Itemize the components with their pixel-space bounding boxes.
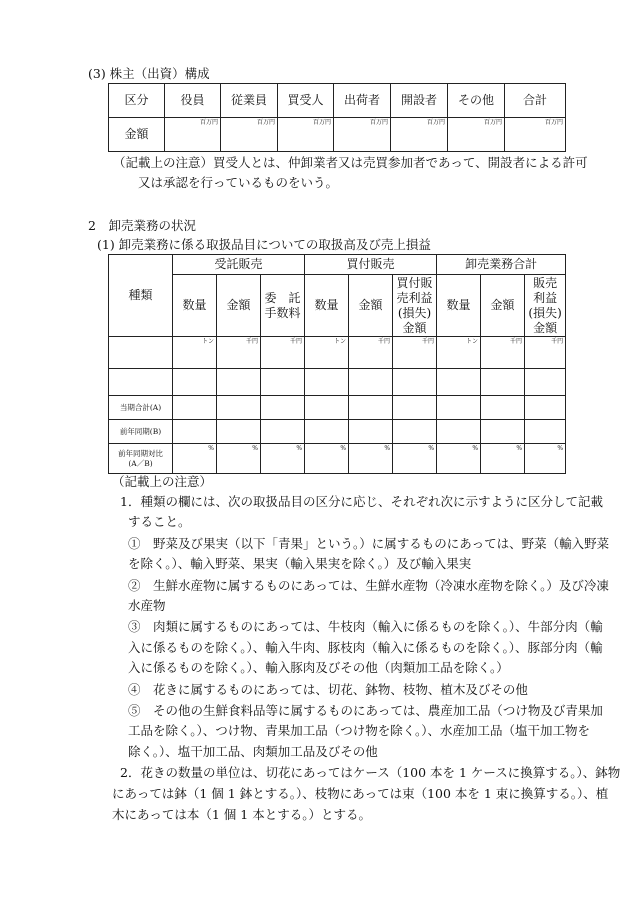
col-amount: 金額 bbox=[349, 275, 393, 337]
col-sale-profit-line: (損失) bbox=[528, 305, 562, 320]
data-cell bbox=[305, 369, 349, 396]
unit-label: 千円 bbox=[290, 338, 303, 345]
pct-label: % bbox=[557, 445, 564, 452]
data-cell bbox=[261, 420, 305, 444]
unit-label: 百万円 bbox=[544, 119, 563, 126]
col-qty: 数量 bbox=[173, 275, 217, 337]
col-buy-profit bbox=[393, 275, 437, 337]
note-line: すること。 bbox=[128, 514, 191, 529]
data-cell bbox=[217, 337, 261, 369]
data-cell bbox=[393, 337, 437, 369]
data-cell bbox=[349, 369, 393, 396]
pct-cell bbox=[217, 444, 261, 474]
col-amount: 金額 bbox=[217, 275, 261, 337]
header-cell: 買受人 bbox=[278, 84, 334, 118]
data-cell bbox=[217, 420, 261, 444]
row-label-ratio bbox=[109, 444, 173, 474]
pct-label: % bbox=[252, 445, 258, 452]
amount-cell bbox=[221, 118, 278, 152]
col-buy-profit-line: 売利益 bbox=[396, 290, 433, 305]
data-cell bbox=[261, 337, 305, 369]
data-cell bbox=[305, 396, 349, 420]
data-cell bbox=[437, 337, 481, 369]
note-line: ② 生鮮水産物に属するものにあっては、生鮮水産物（冷凍水産物を除く。）及び冷凍 bbox=[128, 578, 609, 593]
unit-label: 百万円 bbox=[312, 119, 331, 126]
unit-label: 百万円 bbox=[256, 119, 275, 126]
pct-cell bbox=[349, 444, 393, 474]
data-cell bbox=[349, 396, 393, 420]
unit-label: 千円 bbox=[378, 338, 391, 345]
pct-cell bbox=[481, 444, 525, 474]
pct-cell bbox=[525, 444, 566, 474]
section3-heading: (3) 株主（出資）構成 bbox=[88, 66, 210, 81]
row-label: 金額 bbox=[109, 118, 165, 152]
unit-label: トン bbox=[466, 338, 479, 345]
unit-label: 百万円 bbox=[483, 119, 502, 126]
shareholder-table bbox=[108, 83, 566, 152]
amount-cell bbox=[278, 118, 334, 152]
note-line: を除く。）、輸入野菜、果実（輸入果実を除く。）及び輸入果実 bbox=[128, 556, 472, 571]
data-cell bbox=[173, 420, 217, 444]
data-cell bbox=[525, 337, 566, 369]
header-cell: その他 bbox=[448, 84, 505, 118]
data-cell bbox=[305, 337, 349, 369]
group-header-purchase: 買付販売 bbox=[305, 255, 437, 275]
data-cell bbox=[525, 369, 566, 396]
unit-label: 百万円 bbox=[369, 119, 388, 126]
col-sale-profit bbox=[525, 275, 566, 337]
row-label-current: 当期合計(A) bbox=[109, 396, 173, 420]
kind-cell bbox=[109, 337, 173, 369]
col-buy-profit-line: 買付販 bbox=[396, 275, 433, 290]
note-line: にあっては鉢（1 個 1 鉢とする。）、枝物にあっては束（100 本を 1 束に換算する。）、植 bbox=[112, 786, 609, 801]
row-label-ratio-line: 前年同期対比 bbox=[118, 448, 163, 458]
pct-cell bbox=[305, 444, 349, 474]
pct-label: % bbox=[296, 445, 303, 452]
data-cell bbox=[217, 396, 261, 420]
header-cell: 開設者 bbox=[391, 84, 448, 118]
unit-label: トン bbox=[334, 338, 347, 345]
data-cell bbox=[393, 420, 437, 444]
unit-label: トン bbox=[201, 338, 214, 345]
pct-label: % bbox=[340, 445, 347, 452]
notes-title: （記載上の注意） bbox=[112, 474, 213, 489]
unit-label: 千円 bbox=[245, 338, 258, 345]
header-cell: 合計 bbox=[505, 84, 566, 118]
row-label-prev: 前年同期(B) bbox=[109, 420, 173, 444]
note-line: 水産物 bbox=[128, 598, 166, 613]
data-cell bbox=[481, 369, 525, 396]
unit-label: 百万円 bbox=[426, 119, 445, 126]
col-commission bbox=[261, 275, 305, 337]
pct-label: % bbox=[208, 445, 214, 452]
note-line: ④ 花きに属するものにあっては、切花、鉢物、枝物、植木及びその他 bbox=[128, 682, 528, 697]
note-line: ③ 肉類に属するものにあっては、牛枝肉（輸入に係るものを除く。）、牛部分肉（輸 bbox=[128, 619, 603, 634]
data-cell bbox=[261, 396, 305, 420]
unit-label: 百万円 bbox=[199, 119, 218, 126]
unit-label: 千円 bbox=[422, 338, 435, 345]
note-line: 1．種類の欄には、次の取扱品目の区分に応じ、それぞれ次に示すように区分して記載 bbox=[120, 494, 603, 509]
data-cell bbox=[437, 396, 481, 420]
note-line: 入に係るものを除く。）、輸入豚肉及びその他（肉類加工品を除く。） bbox=[128, 660, 509, 675]
data-cell bbox=[261, 369, 305, 396]
col-sale-profit-line: 販売 bbox=[533, 275, 558, 290]
note-line: ① 野菜及び果実（以下「青果」という。）に属するものにあっては、野菜（輸入野菜 bbox=[128, 536, 610, 551]
note-line: ⑤ その他の生鮮食料品等に属するものにあっては、農産加工品（つけ物及び青果加 bbox=[128, 703, 603, 718]
data-cell bbox=[393, 396, 437, 420]
amount-cell bbox=[391, 118, 448, 152]
data-cell bbox=[525, 420, 566, 444]
sales-table bbox=[108, 254, 566, 474]
section3-note-line2: 又は承認を行っているものをいう。 bbox=[138, 175, 339, 190]
pct-label: % bbox=[516, 445, 523, 452]
col-sale-profit-line: 金額 bbox=[533, 320, 558, 335]
col-sale-profit-line: 利益 bbox=[533, 290, 558, 305]
data-cell bbox=[349, 420, 393, 444]
unit-label: 千円 bbox=[510, 338, 523, 345]
header-cell: 出荷者 bbox=[334, 84, 391, 118]
amount-cell bbox=[165, 118, 221, 152]
group-header-total: 卸売業務合計 bbox=[437, 255, 566, 275]
data-cell bbox=[481, 396, 525, 420]
pct-label: % bbox=[428, 445, 435, 452]
section2-subheading: (1) 卸売業務に係る取扱品目についての取扱高及び売上損益 bbox=[97, 237, 431, 252]
note-line: 2．花きの数量の単位は、切花にあってはケース（100 本を 1 ケースに換算する。）、鉢物 bbox=[120, 765, 621, 780]
group-header-consignment: 受託販売 bbox=[173, 255, 305, 275]
header-cell: 従業員 bbox=[221, 84, 278, 118]
pct-cell bbox=[173, 444, 217, 474]
data-cell bbox=[305, 420, 349, 444]
data-cell bbox=[173, 337, 217, 369]
data-cell bbox=[481, 337, 525, 369]
data-cell bbox=[173, 369, 217, 396]
section3-note-line1: （記載上の注意）買受人とは、仲卸業者又は売買参加者であって、開設者による許可 bbox=[113, 155, 588, 170]
data-cell bbox=[481, 420, 525, 444]
col-buy-profit-line: 金額 bbox=[402, 320, 427, 335]
header-cell: 役員 bbox=[165, 84, 221, 118]
note-line: 工品を除く。）、つけ物、青果加工品（つけ物を除く。）、水産加工品（塩干加工物を bbox=[128, 723, 591, 738]
kind-cell bbox=[109, 369, 173, 396]
note-line: 除く。）、塩干加工品、肉類加工品及びその他 bbox=[128, 744, 378, 759]
note-line: 入に係るものを除く。）、輸入牛肉、豚枝肉（輸入に係るものを除く。）、豚部分肉（輸 bbox=[128, 640, 603, 655]
section2-heading: 2 卸売業務の状況 bbox=[88, 218, 196, 233]
col-qty: 数量 bbox=[305, 275, 349, 337]
amount-cell bbox=[505, 118, 566, 152]
data-cell bbox=[393, 369, 437, 396]
col-buy-profit-line: (損失) bbox=[397, 305, 432, 320]
note-line: 木にあっては本（1 個 1 本とする。）とする。 bbox=[112, 807, 371, 822]
kind-header: 種類 bbox=[109, 255, 173, 337]
row-label-ratio-line: (A／B) bbox=[128, 458, 153, 468]
unit-label: 千円 bbox=[551, 338, 564, 345]
pct-label: % bbox=[472, 445, 479, 452]
col-commission-line: 手数料 bbox=[264, 305, 301, 320]
amount-cell bbox=[448, 118, 505, 152]
col-commission-line: 委 託 bbox=[264, 290, 301, 305]
data-cell bbox=[437, 369, 481, 396]
header-cell: 区分 bbox=[109, 84, 165, 118]
data-cell bbox=[217, 369, 261, 396]
amount-cell bbox=[334, 118, 391, 152]
col-qty: 数量 bbox=[437, 275, 481, 337]
pct-cell bbox=[393, 444, 437, 474]
data-cell bbox=[525, 396, 566, 420]
pct-label: % bbox=[384, 445, 391, 452]
data-cell bbox=[349, 337, 393, 369]
col-amount: 金額 bbox=[481, 275, 525, 337]
pct-cell bbox=[261, 444, 305, 474]
data-cell bbox=[173, 396, 217, 420]
pct-cell bbox=[437, 444, 481, 474]
data-cell bbox=[437, 420, 481, 444]
